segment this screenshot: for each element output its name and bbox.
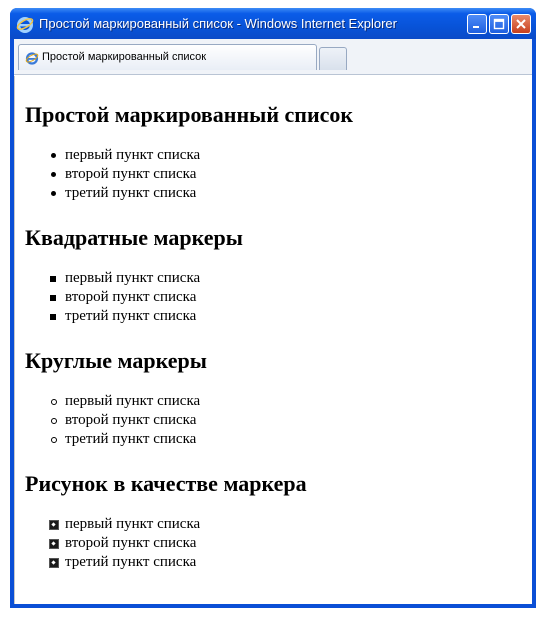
close-button[interactable] (511, 14, 531, 34)
maximize-icon (493, 18, 505, 30)
close-icon (515, 18, 527, 30)
page-content (14, 76, 532, 604)
section-image-markers (25, 471, 307, 570)
list-item (49, 515, 200, 534)
list-item (49, 553, 200, 572)
bullet-list (49, 392, 200, 449)
tab-bar (14, 39, 532, 75)
bullet-list (49, 269, 200, 326)
list-item (49, 307, 200, 326)
circle-bullet-icon (49, 392, 59, 411)
tab-current-page[interactable] (18, 44, 317, 70)
list-item (49, 411, 200, 430)
browser-window (10, 8, 536, 608)
disc-bullet-icon (49, 184, 59, 203)
bullet-list (49, 146, 200, 203)
image-bullet-icon (49, 534, 59, 553)
section-circle-markers (25, 348, 207, 447)
list-item (49, 269, 200, 288)
list-item-text: первый пункт списка (65, 516, 201, 532)
list-item (49, 392, 200, 411)
title-bar[interactable] (10, 8, 536, 39)
list-item-text: третий пункт списка (65, 308, 197, 324)
new-tab-button[interactable] (319, 47, 347, 70)
section-heading: Квадратные маркеры (25, 225, 243, 250)
section-simple-list (25, 102, 354, 201)
list-item-text: первый пункт списка (65, 270, 201, 286)
circle-bullet-icon (49, 430, 59, 449)
page-favicon-icon (25, 51, 39, 65)
list-item-text: третий пункт списка (65, 431, 197, 447)
section-heading: Рисунок в качестве маркера (25, 471, 307, 496)
bullet-list (49, 515, 200, 572)
list-item-text: второй пункт списка (65, 412, 197, 428)
list-item-text: второй пункт списка (65, 535, 197, 551)
square-bullet-icon (49, 269, 59, 288)
section-heading: Круглые маркеры (25, 348, 207, 373)
minimize-button[interactable] (467, 14, 487, 34)
browser-frame (14, 39, 532, 604)
square-bullet-icon (49, 288, 59, 307)
list-item (49, 165, 200, 184)
image-bullet-icon (49, 553, 59, 572)
window-title: Простой маркированный список - Windows Internet Explorer (39, 16, 397, 31)
minimize-icon (471, 18, 483, 30)
list-item (49, 184, 200, 203)
list-item-text: первый пункт списка (65, 393, 201, 409)
list-item (49, 146, 200, 165)
maximize-button[interactable] (489, 14, 509, 34)
disc-bullet-icon (49, 146, 59, 165)
section-square-markers (25, 225, 243, 324)
square-bullet-icon (49, 307, 59, 326)
image-bullet-icon (49, 515, 59, 534)
list-item-text: второй пункт списка (65, 166, 197, 182)
list-item-text: первый пункт списка (65, 147, 201, 163)
internet-explorer-icon (16, 15, 34, 33)
list-item-text: второй пункт списка (65, 289, 197, 305)
tab-label: Простой маркированный список (42, 51, 207, 63)
list-item (49, 288, 200, 307)
list-item-text: третий пункт списка (65, 554, 197, 570)
list-item (49, 534, 200, 553)
circle-bullet-icon (49, 411, 59, 430)
list-item (49, 430, 200, 449)
disc-bullet-icon (49, 165, 59, 184)
section-heading: Простой маркированный список (25, 102, 354, 127)
list-item-text: третий пункт списка (65, 185, 197, 201)
